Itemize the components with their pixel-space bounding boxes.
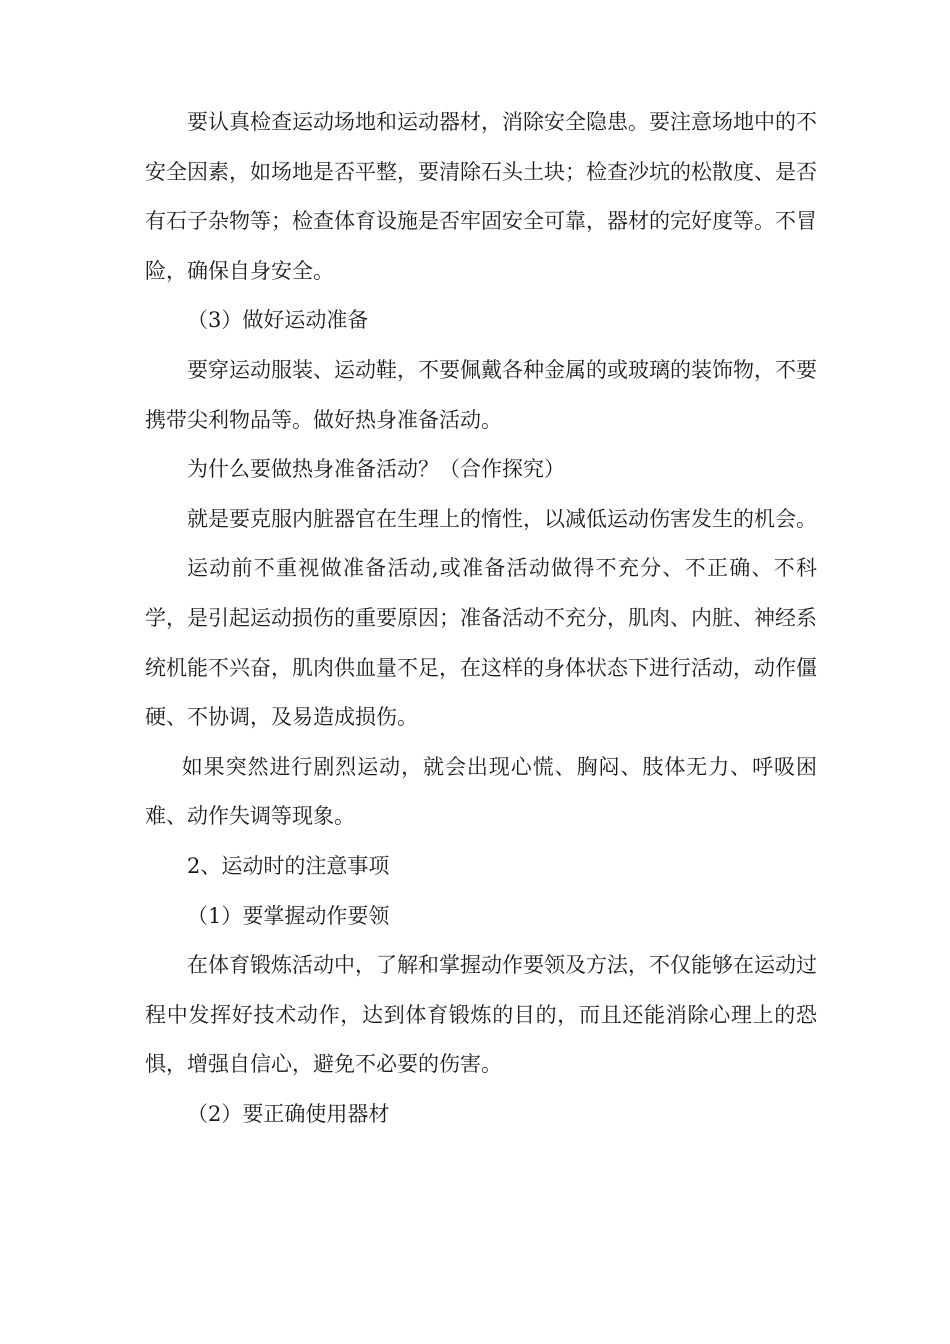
- heading-exercise-preparation: （3）做好运动准备: [187, 308, 369, 333]
- paragraph-warmup-importance: 运动前不重视做准备活动,或准备活动做得不充分、不正确、不科学，是引起运动损伤的重要原因；准备活动不充分，肌肉、内脏、神经系统机能不兴奋，肌肉供血量不足，在这样的身体状态下进行活动，动作僵硬、不协调，及易造成损伤。: [145, 556, 817, 730]
- heading-during-exercise: 2、运动时的注意事项: [187, 853, 390, 878]
- paragraph-warmup-answer: 就是要克服内脏器官在生理上的惰性，以减低运动伤害发生的机会。: [187, 506, 817, 531]
- document-body: [145, 98, 817, 1139]
- paragraph-sudden-exercise: 如果突然进行剧烈运动，就会出现心慌、胸闷、肢体无力、呼吸困难、动作失调等现象。: [145, 754, 817, 829]
- heading-master-technique: （1）要掌握动作要领: [187, 903, 390, 928]
- paragraph-technique: 在体育锻炼活动中，了解和掌握动作要领及方法，不仅能够在运动过程中发挥好技术动作，达到体育锻炼的目的，而且还能消除心理上的恐惧，增强自信心，避免不必要的伤害。: [145, 953, 817, 1077]
- heading-equipment-use: （2）要正确使用器材: [187, 1101, 390, 1126]
- question-warmup: 为什么要做热身准备活动？（合作探究）: [187, 457, 565, 482]
- paragraph-site-inspection: 要认真检查运动场地和运动器材，消除安全隐患。要注意场地中的不安全因素，如场地是否平整，要清除石头土块；检查沙坑的松散度、是否有石子杂物等；检查体育设施是否牢固安全可靠，器材的完好度等。不冒险，确保自身安全。: [145, 110, 817, 283]
- paragraph-clothing: 要穿运动服装、运动鞋，不要佩戴各种金属的或玻璃的装饰物，不要携带尖利物品等。做好热身准备活动。: [145, 357, 817, 432]
